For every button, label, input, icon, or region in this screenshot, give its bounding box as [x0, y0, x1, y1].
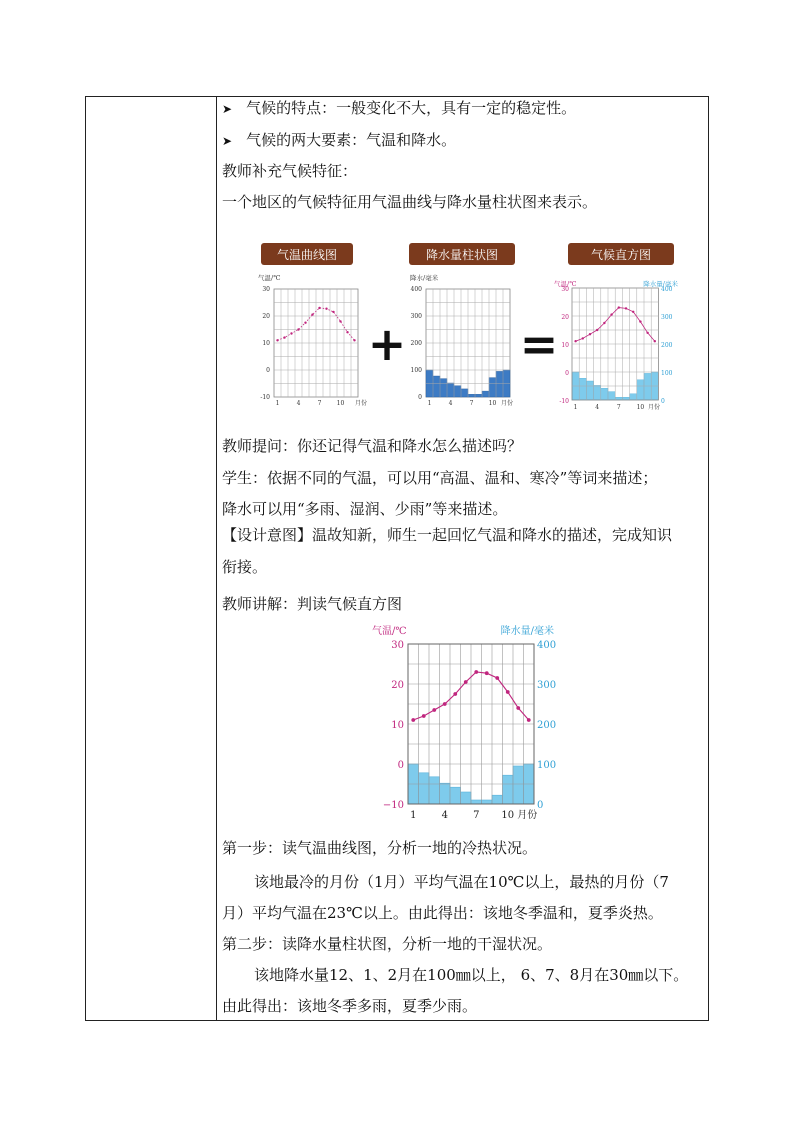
precip-bar	[440, 783, 451, 804]
precip-bar	[461, 792, 472, 804]
bullet-line-1	[222, 98, 576, 119]
mini-precip-chart	[411, 286, 513, 407]
precip-tick-label: 400	[537, 640, 557, 651]
precip-bar	[503, 775, 514, 804]
paragraph: 学生：依据不同的气温，可以用“高温、温和、寒冷”等词来描述；	[222, 469, 658, 487]
month-unit-label: 月份	[517, 810, 538, 821]
arrow-bullet-icon: ➤	[222, 102, 233, 116]
svg-text:0: 0	[661, 398, 665, 405]
precip-axis-label: 降水量/毫米	[500, 626, 554, 637]
precip-bar	[513, 766, 524, 804]
svg-text:200: 200	[661, 342, 673, 349]
paragraph: 【设计意图】温故知新，师生一起回忆气温和降水的描述，完成知识	[222, 526, 673, 544]
svg-text:7: 7	[317, 400, 322, 407]
badge-precip-bars-label: 降水量柱状图	[425, 248, 499, 262]
mini-month-unit: 月份	[355, 400, 368, 407]
svg-text:100: 100	[661, 370, 673, 377]
svg-text:10: 10	[488, 400, 497, 407]
temperature-point	[432, 708, 436, 712]
svg-text:7: 7	[616, 404, 621, 411]
svg-text:30: 30	[561, 286, 569, 293]
mini-precip-axis-label: 降水/毫米	[410, 274, 439, 282]
precip-tick-label: 300	[537, 680, 557, 691]
paragraph: 教师补充气候特征：	[222, 162, 358, 180]
temp-tick-label: 20	[391, 680, 404, 691]
temp-tick-label: 10	[391, 720, 404, 731]
temperature-point	[422, 714, 426, 718]
mini-combo-temp-label: 气温/℃	[554, 280, 577, 288]
temperature-point	[443, 702, 447, 706]
svg-text:200: 200	[410, 340, 422, 347]
paragraph: 第一步：读气温曲线图，分析一地的冷热状况。	[222, 839, 538, 857]
temperature-point	[474, 670, 478, 674]
svg-text:1: 1	[275, 400, 280, 407]
bullet-text-1: 气候的特点：一般变化不大，具有一定的稳定性。	[246, 99, 577, 117]
precip-bar	[482, 800, 493, 804]
precip-bar	[492, 795, 503, 804]
paragraph: 由此得出：该地冬季多雨，夏季少雨。	[222, 997, 478, 1015]
svg-text:300: 300	[661, 314, 673, 321]
month-tick-label: 10	[501, 810, 515, 821]
paragraph: 该地降水量12、1、2月在100㎜以上， 6、7、8月在30㎜以下。	[254, 966, 689, 984]
svg-text:30: 30	[262, 286, 270, 293]
mini-temp-chart	[260, 286, 367, 407]
svg-text:400: 400	[661, 286, 673, 293]
svg-text:1: 1	[573, 404, 578, 411]
equals-icon: =	[519, 317, 559, 371]
temperature-point	[411, 718, 415, 722]
temperature-point	[485, 671, 489, 675]
temperature-point	[506, 690, 510, 694]
svg-text:20: 20	[262, 313, 270, 320]
precip-bar	[471, 800, 482, 804]
svg-text:0: 0	[266, 367, 270, 374]
precip-bar	[429, 777, 440, 804]
bullet-line-2	[222, 130, 456, 151]
climate-histogram-chart	[368, 620, 568, 825]
paragraph: 月）平均气温在23℃以上。由此得出：该地冬季温和，夏季炎热。	[222, 904, 663, 922]
temp-tick-label: 0	[397, 760, 404, 771]
svg-text:4: 4	[296, 400, 301, 407]
paragraph: 一个地区的气候特征用气温曲线与降水量柱状图来表示。	[222, 193, 598, 211]
paragraph: 降水可以用“多雨、湿润、少雨”等来描述。	[222, 500, 508, 518]
precip-tick-label: 200	[537, 720, 557, 731]
mini-month-unit: 月份	[501, 400, 514, 407]
svg-text:0: 0	[418, 394, 422, 401]
svg-text:4: 4	[595, 404, 600, 411]
svg-text:7: 7	[469, 400, 474, 407]
mini-month-unit: 月份	[648, 404, 661, 411]
svg-text:400: 400	[410, 286, 422, 293]
badge-temp-curve-label: 气温曲线图	[276, 248, 338, 262]
svg-text:10: 10	[636, 404, 645, 411]
temperature-point	[527, 718, 531, 722]
svg-text:10: 10	[262, 340, 270, 347]
paragraph: 该地最冷的月份（1月）平均气温在10℃以上，最热的月份（7	[254, 873, 669, 891]
temperature-point	[464, 680, 468, 684]
mini-combo-chart	[559, 286, 672, 411]
svg-text:4: 4	[448, 400, 453, 407]
paragraph: 第二步：读降水量柱状图，分析一地的干湿状况。	[222, 935, 553, 953]
paragraph: 教师提问：你还记得气温和降水怎么描述吗？	[222, 437, 523, 455]
climate-charts-illustration	[250, 240, 690, 415]
badge-climate-histogram-label: 气候直方图	[590, 248, 652, 262]
temperature-point	[495, 676, 499, 680]
month-tick-label: 4	[441, 810, 448, 821]
plus-icon: +	[367, 317, 407, 371]
svg-text:-10: -10	[260, 394, 270, 401]
mini-temp-axis-label: 气温/℃	[258, 274, 281, 282]
arrow-bullet-icon: ➤	[222, 134, 233, 148]
temperature-point	[453, 692, 457, 696]
bullet-text-2: 气候的两大要素：气温和降水。	[246, 131, 457, 149]
paragraph: 教师讲解：判读气候直方图	[222, 595, 403, 613]
precip-bar	[419, 773, 430, 804]
temperature-point	[516, 706, 520, 710]
svg-text:-10: -10	[559, 398, 569, 405]
temp-tick-label: −10	[382, 800, 404, 811]
svg-text:10: 10	[561, 342, 569, 349]
svg-text:300: 300	[410, 313, 422, 320]
paragraph: 衔接。	[222, 558, 268, 576]
precip-bar	[450, 787, 461, 804]
column-divider	[216, 96, 217, 1021]
svg-text:20: 20	[561, 314, 569, 321]
precip-tick-label: 0	[537, 800, 544, 811]
svg-text:0: 0	[565, 370, 569, 377]
svg-text:1: 1	[427, 400, 432, 407]
mini-combo-precip-label: 降水量/毫米	[643, 280, 678, 288]
svg-text:10: 10	[336, 400, 345, 407]
temp-axis-label: 气温/℃	[372, 626, 407, 637]
month-tick-label: 7	[473, 810, 480, 821]
precip-tick-label: 100	[537, 760, 557, 771]
temp-tick-label: 30	[391, 640, 404, 651]
svg-text:100: 100	[410, 367, 422, 374]
month-tick-label: 1	[410, 810, 417, 821]
